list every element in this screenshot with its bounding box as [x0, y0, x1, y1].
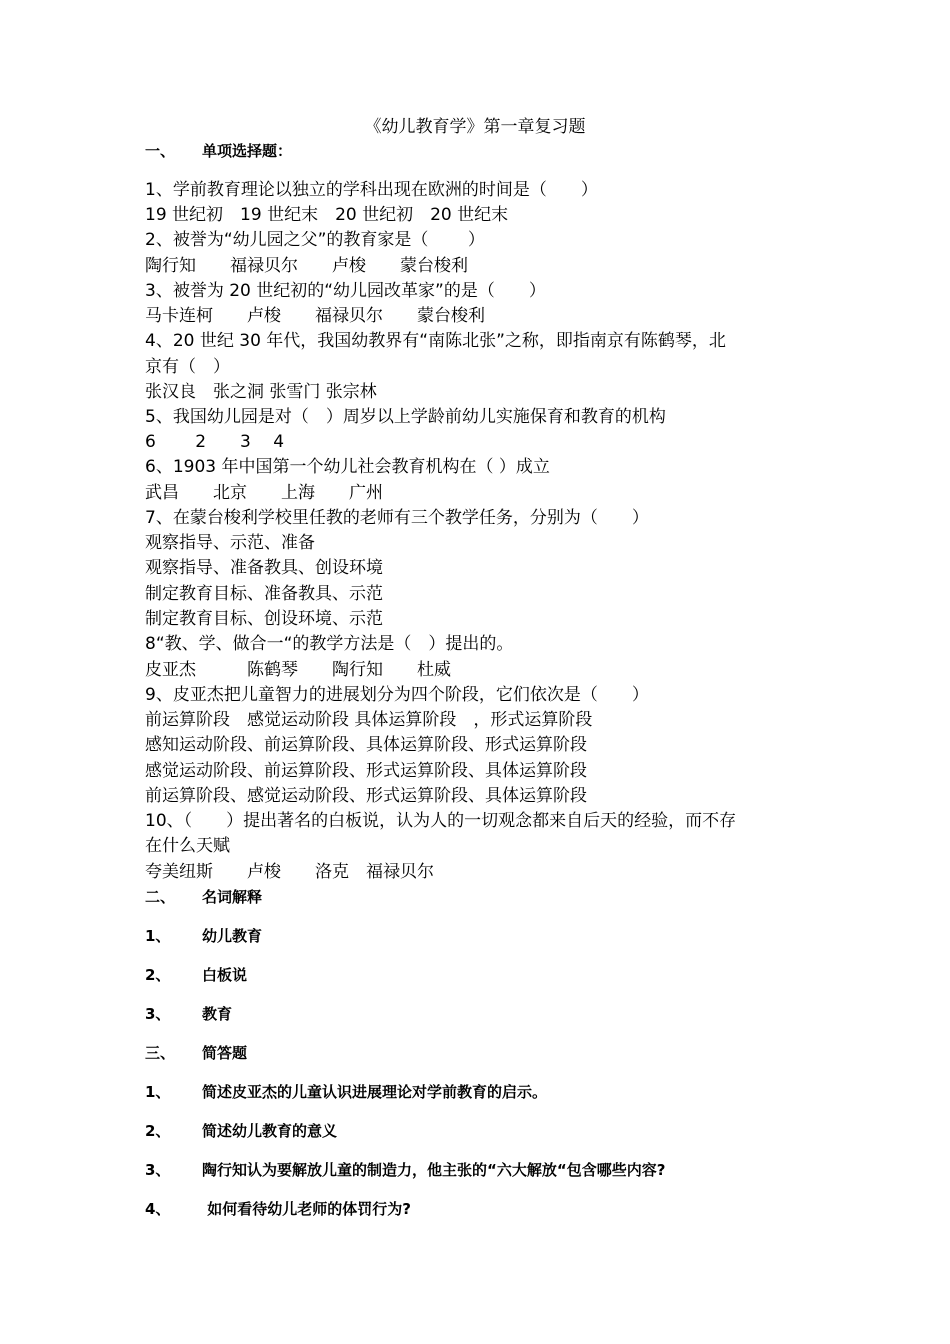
mcq-line: 感觉运动阶段、前运算阶段、形式运算阶段、具体运算阶段 [145, 761, 587, 781]
mcq-line: 3、被誉为 20 世纪初的“幼儿园改革家”的是（ ） [145, 281, 546, 301]
question-item [145, 1121, 337, 1141]
mcq-line: 观察指导、示范、准备 [145, 533, 315, 553]
mcq-line: 7、在蒙台梭利学校里任教的老师有三个教学任务，分别为（ ） [145, 508, 649, 528]
mcq-line: 感知运动阶段、前运算阶段、具体运算阶段、形式运算阶段 [145, 735, 587, 755]
mcq-line: 前运算阶段、感觉运动阶段、形式运算阶段、具体运算阶段 [145, 786, 587, 806]
question-item [145, 1160, 665, 1180]
mcq-line: 8“教、学、做合一“的教学方法是（ ）提出的。 [145, 634, 514, 654]
question-number: 3、 [145, 1161, 171, 1179]
mcq-line: 张汉良 张之洞 张雪门 张宗林 [145, 382, 377, 402]
mcq-line: 夸美纽斯 卢梭 洛克 福禄贝尔 [145, 862, 434, 882]
mcq-line: 1、学前教育理论以独立的学科出现在欧洲的时间是（ ） [145, 180, 598, 200]
mcq-line: 前运算阶段 感觉运动阶段 具体运算阶段 ，形式运算阶段 [145, 710, 593, 730]
section-1-heading [145, 141, 292, 161]
section-2-number: 二、 [145, 888, 176, 906]
question-number: 2、 [145, 1122, 171, 1140]
term-text: 教育 [202, 1005, 233, 1023]
mcq-line: 京有（ ） [145, 357, 230, 377]
question-item [145, 1199, 411, 1219]
term-text: 幼儿教育 [202, 927, 263, 945]
mcq-line: 马卡连柯 卢梭 福禄贝尔 蒙台梭利 [145, 306, 485, 326]
term-number: 2、 [145, 966, 171, 984]
question-number: 1、 [145, 1083, 171, 1101]
mcq-line: 制定教育目标、准备教具、示范 [145, 584, 383, 604]
term-item [145, 926, 262, 946]
mcq-line: 9、皮亚杰把儿童智力的进展划分为四个阶段，它们依次是（ ） [145, 685, 649, 705]
question-text: 简述皮亚杰的儿童认识进展理论对学前教育的启示。 [202, 1083, 548, 1101]
term-number: 1、 [145, 927, 171, 945]
mcq-line: 2、被誉为“幼儿园之父”的教育家是（ ） [145, 230, 485, 250]
mcq-line: 制定教育目标、创设环境、示范 [145, 609, 383, 629]
section-3-title: 简答题 [202, 1044, 248, 1062]
question-text: 如何看待幼儿老师的体罚行为? [202, 1200, 411, 1218]
mcq-line: 观察指导、准备教具、创设环境 [145, 558, 383, 578]
question-text: 陶行知认为要解放儿童的制造力，他主张的“六大解放“包含哪些内容? [202, 1161, 666, 1179]
section-2-title: 名词解释 [202, 888, 263, 906]
document-title: 《幼儿教育学》第一章复习题 [364, 117, 586, 137]
section-3-number: 三、 [145, 1044, 176, 1062]
mcq-line: 武昌 北京 上海 广州 [145, 483, 383, 503]
mcq-line: 5、我国幼儿园是对（ ）周岁以上学龄前幼儿实施保育和教育的机构 [145, 407, 666, 427]
question-text: 简述幼儿教育的意义 [202, 1122, 338, 1140]
mcq-line: 6 2 3 4 [145, 432, 285, 452]
term-item [145, 965, 247, 985]
mcq-line: 19 世纪初 19 世纪末 20 世纪初 20 世纪末 [145, 205, 509, 225]
mcq-line: 在什么天赋 [145, 836, 230, 856]
mcq-line: 陶行知 福禄贝尔 卢梭 蒙台梭利 [145, 256, 468, 276]
term-text: 白板说 [202, 966, 248, 984]
mcq-line: 6、1903 年中国第一个幼儿社会教育机构在（ ）成立 [145, 457, 550, 477]
section-2-heading [145, 887, 262, 907]
question-item [145, 1082, 547, 1102]
mcq-line: 10、（ ）提出著名的白板说，认为人的一切观念都来自后天的经验，而不存 [145, 811, 737, 831]
term-number: 3、 [145, 1005, 171, 1023]
mcq-line: 皮亚杰 陈鹤琴 陶行知 杜威 [145, 660, 451, 680]
question-number: 4、 [145, 1200, 171, 1218]
section-3-heading [145, 1043, 247, 1063]
mcq-line: 4、20 世纪 30 年代，我国幼教界有“南陈北张”之称，即指南京有陈鹤琴，北 [145, 331, 726, 351]
section-1-title: 单项选择题： [202, 142, 293, 160]
section-1-number: 一、 [145, 142, 176, 160]
term-item [145, 1004, 232, 1024]
